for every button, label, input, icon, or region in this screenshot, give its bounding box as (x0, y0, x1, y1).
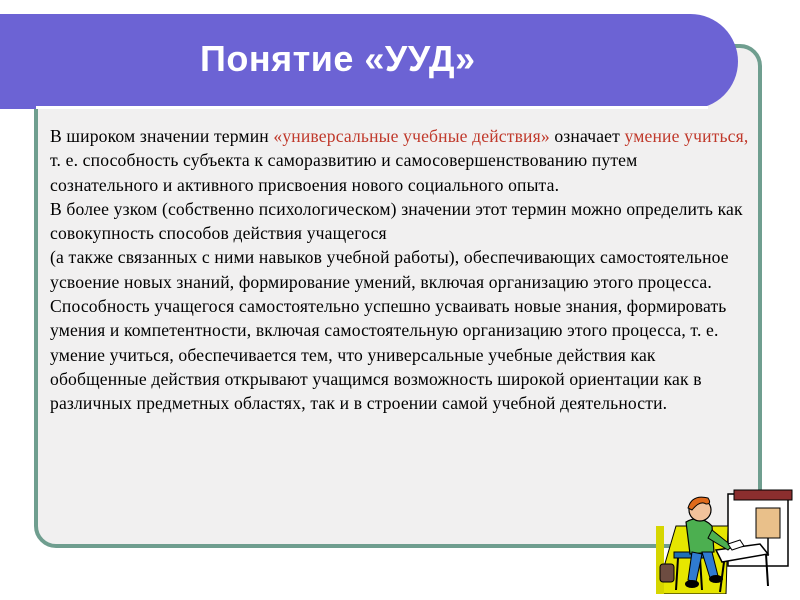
highlighted-term: «универсальные учебные действия» (273, 126, 550, 146)
student-at-desk-illustration (656, 486, 796, 594)
body-text-run: (а также связанных с ними навыков учебной работы), обеспечивающих самостоятельное усвоение новых знаний, формирование умений, включая организацию этого процесса. (50, 247, 729, 292)
slide-body-text (50, 124, 750, 416)
body-paragraph (50, 245, 750, 294)
body-paragraph (50, 197, 750, 246)
body-text-run: т. е. способность субъекта к саморазвитию и самосовершенствованию путем сознательного и активного присвоения нового социального опыта. (50, 150, 638, 195)
body-text-run: Способность учащегося самостоятельно успешно усваивать новые знания, формировать умения и компетентности, включая самостоятельную организацию этого процесса, т. е. умение учиться, обеспечивается тем, что универсальные учебные действия как обобщенные действия открывают учащимся возможность широкой ориентации как в различных предметных областях, так и в строении самой учебной деятельности. (50, 296, 727, 414)
body-text-run: означает (549, 126, 625, 146)
body-paragraph (50, 294, 750, 415)
body-text-run: В более узком (собственно психологическом) значении этот термин можно определить как совокупность способов действия учащегося (50, 198, 743, 244)
body-text-run: В широком значении термин (50, 126, 274, 146)
body-paragraph (50, 124, 750, 197)
title-underline (36, 106, 708, 109)
highlighted-term: умение учиться, (624, 126, 749, 146)
slide-title: Понятие «УУД» (200, 38, 476, 79)
